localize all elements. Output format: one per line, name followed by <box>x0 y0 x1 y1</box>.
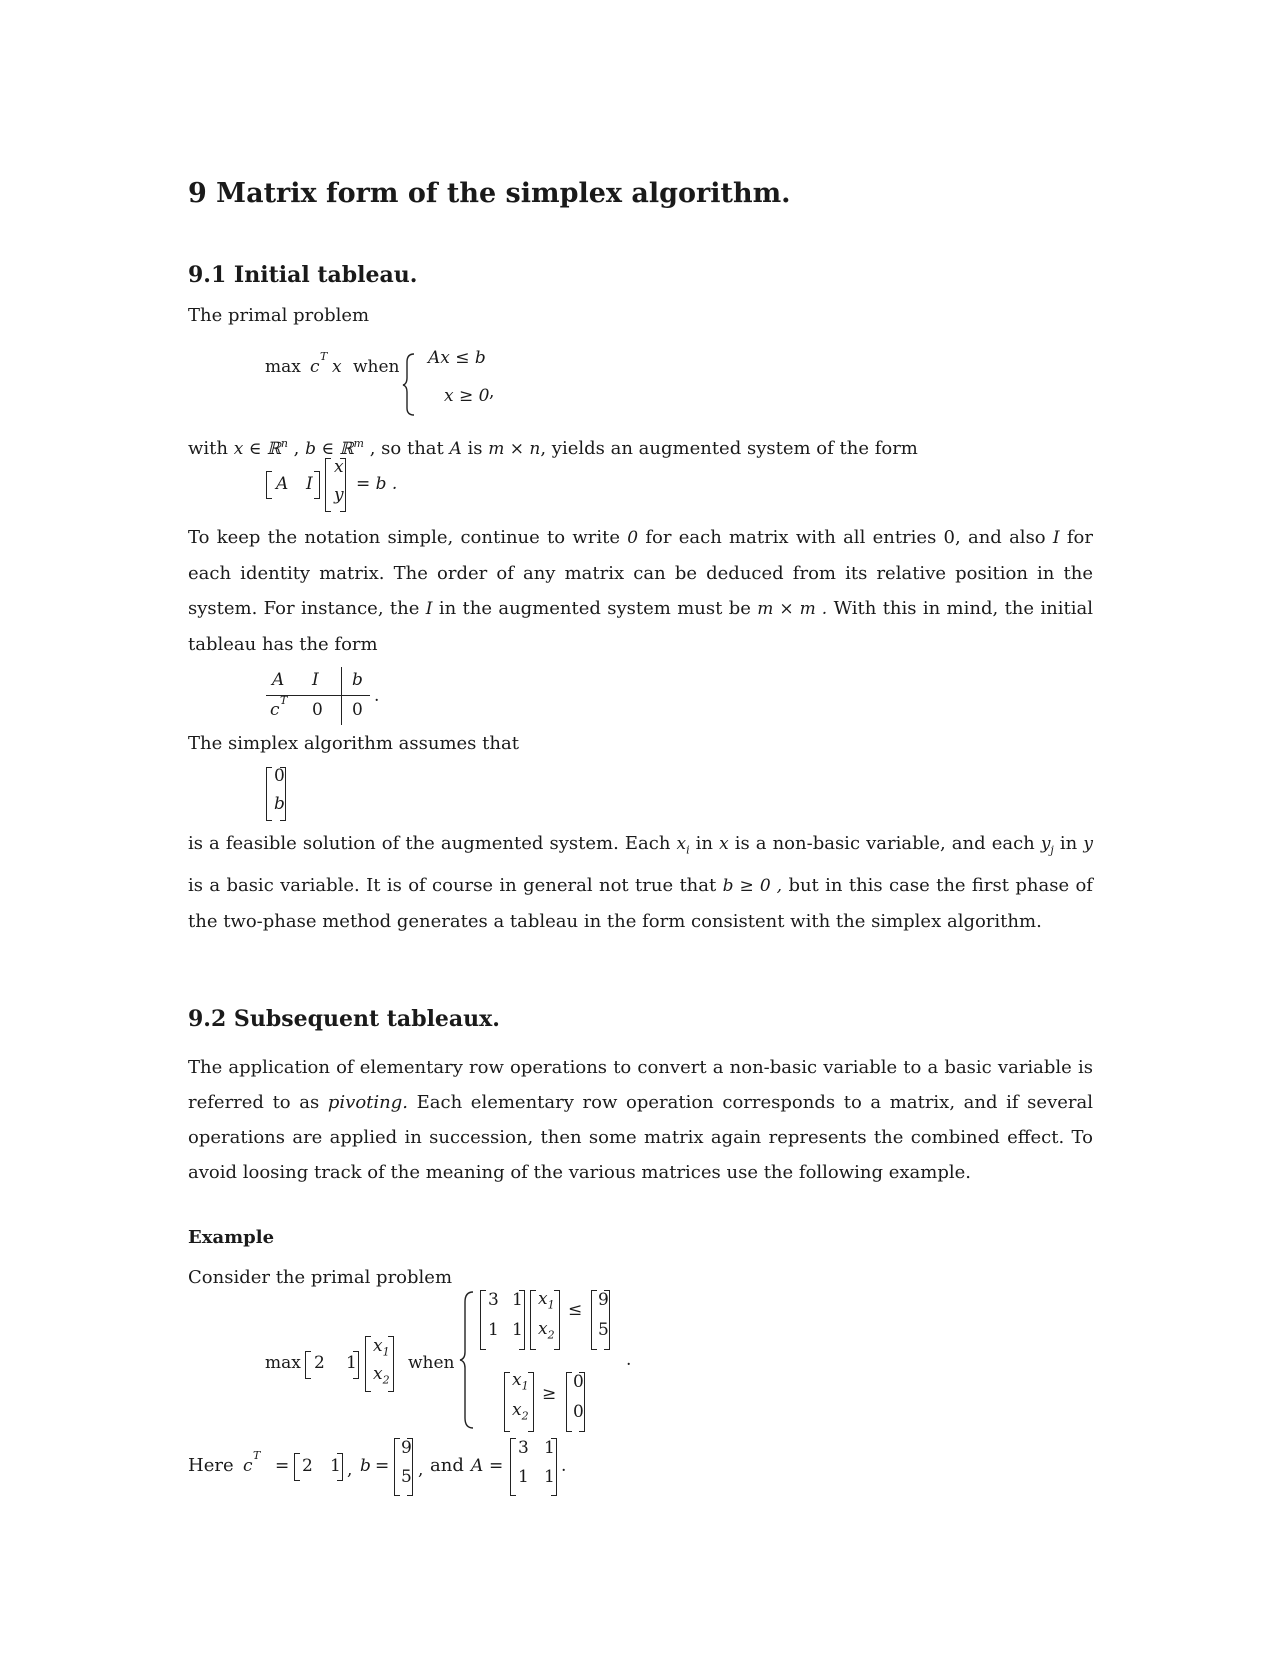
ex-dot: . <box>626 1350 632 1370</box>
example-intro: Consider the primal problem <box>188 1267 453 1288</box>
para2-t3: is a non-basic variable, and each <box>734 833 1035 854</box>
para1-I2: I <box>425 599 433 619</box>
ex-Ax1-sub: 1 <box>547 1298 555 1312</box>
ex-Ax-rbracket <box>554 1290 560 1350</box>
here-A11: 3 <box>518 1438 529 1458</box>
ex-xnn-rbracket <box>528 1372 534 1432</box>
ex-zero1: 0 <box>573 1372 584 1392</box>
ex-le: ≤ <box>568 1300 583 1320</box>
ex-ge: ≥ <box>542 1384 557 1404</box>
with-m3: A <box>449 439 462 459</box>
ex-c-rbracket <box>353 1351 359 1379</box>
with-n: n <box>280 437 288 450</box>
ex-b1: 9 <box>598 1290 609 1310</box>
vec-rbracket <box>280 767 286 821</box>
with-t3: , so that <box>369 438 444 459</box>
ex-Ax2-sub: 2 <box>547 1328 555 1342</box>
here-dot: . <box>561 1456 567 1476</box>
here-A12: 1 <box>544 1438 555 1458</box>
primal-T: T <box>320 350 328 363</box>
tab-zero-1: 0 <box>312 700 323 720</box>
ex-when: when <box>408 1353 455 1373</box>
primal-intro: The primal problem <box>188 305 370 326</box>
para2-i: i <box>686 843 690 857</box>
here-eq2: = <box>375 1456 390 1476</box>
ex-Ax1 <box>538 1289 555 1311</box>
aug-A: A <box>276 474 289 494</box>
ex-x1-sub: 1 <box>382 1345 390 1359</box>
primal-x: x <box>332 357 342 377</box>
subsection-title-initial: 9.1 Initial tableau. <box>188 262 418 288</box>
tab-I: I <box>312 670 319 690</box>
para1-t5: With this in mind, the initial tableau has the form <box>188 598 1093 655</box>
paragraph-pivoting <box>188 1050 1093 1190</box>
ex-Ax2 <box>538 1319 555 1341</box>
here-eq3: = <box>489 1456 504 1476</box>
ex-A12: 1 <box>512 1290 523 1310</box>
para1-t4: in the augmented system must be <box>438 598 751 619</box>
example-title: Example <box>188 1227 275 1248</box>
vec-b: b <box>274 794 285 814</box>
here-A21: 1 <box>518 1467 529 1487</box>
with-t1: with <box>188 438 228 459</box>
tab-b: b <box>352 670 363 690</box>
tab-zero-2: 0 <box>352 700 363 720</box>
aug-lbracket-2 <box>325 458 331 512</box>
ex-c1: 2 <box>314 1353 325 1373</box>
ex-xnn2-sym: x <box>512 1400 522 1420</box>
ex-A22: 1 <box>512 1320 523 1340</box>
assumes-line: The simplex algorithm assumes that <box>188 733 519 754</box>
ex-x-lbracket <box>365 1336 371 1392</box>
with-m2: b ∈ ℝ <box>305 439 354 459</box>
here-b1: 9 <box>401 1438 412 1458</box>
para1-t1: To keep the notation simple, continue to write <box>188 527 621 548</box>
here-T: T <box>253 1449 261 1462</box>
ex-c-lbracket <box>305 1351 311 1379</box>
here-c2: 1 <box>330 1456 341 1476</box>
here-b2: 5 <box>401 1467 412 1487</box>
vec-lbracket <box>266 767 272 821</box>
para2-xi: x <box>676 834 687 854</box>
para1-t2: for each matrix with all entries 0, and also <box>645 527 1046 548</box>
para1-zero: 0 <box>627 528 639 548</box>
ex-xnn-lbracket <box>504 1372 510 1432</box>
constraint-1: Ax ≤ b <box>428 348 486 368</box>
with-m: m <box>353 437 364 450</box>
ex-zero-lbracket <box>566 1372 572 1432</box>
tab-dot: . <box>374 686 380 706</box>
ex-xnn2 <box>512 1400 529 1422</box>
here-eq1: = <box>275 1456 290 1476</box>
with-t2: , <box>293 438 300 459</box>
ex-brace <box>459 1290 475 1430</box>
para1-mm: m × m . <box>757 599 828 619</box>
here-c: c <box>243 1456 253 1476</box>
pivot-em: pivoting. <box>327 1092 408 1113</box>
constraint-2: x ≥ 0 <box>444 386 490 406</box>
ex-x2-sym: x <box>373 1364 383 1384</box>
ex-Ax-lbracket <box>530 1290 536 1350</box>
ex-x1-sym: x <box>373 1336 383 1356</box>
here-c-rbracket <box>337 1453 343 1481</box>
ex-xnn1-sub: 1 <box>521 1379 529 1393</box>
here-A22: 1 <box>544 1467 555 1487</box>
pivot-t2: Each elementary row operation corresponds to a matrix, and if several operations are applied in succession, then some matrix again represents the combined effect. To avoid loosing track of the meaning of the various matrices use the following example. <box>188 1092 1093 1183</box>
with-m1: x ∈ ℝ <box>233 439 281 459</box>
here-A: A <box>471 1456 484 1476</box>
ex-x2-sub: 2 <box>382 1373 390 1387</box>
ex-max: max <box>265 1353 301 1373</box>
aug-I: I <box>306 474 313 494</box>
ex-A-lbracket <box>480 1290 486 1350</box>
max-op: max <box>265 357 301 377</box>
aug-lbracket-1 <box>266 471 272 499</box>
tab-A: A <box>272 670 285 690</box>
para2-j: j <box>1050 843 1054 857</box>
para1-t3: for each identity matrix. The order of any matrix can be deduced from its relative position in the system. For instance, the <box>188 527 1093 619</box>
here-b-lbracket <box>394 1438 400 1496</box>
para2-x: x <box>719 834 729 854</box>
tab-vline <box>341 667 342 725</box>
tab-c: c <box>270 700 280 720</box>
primal-comma: , <box>489 382 495 402</box>
ex-xnn1-sym: x <box>512 1370 522 1390</box>
para1-I: I <box>1052 528 1060 548</box>
primal-when: when <box>353 357 400 377</box>
ex-b-rbracket <box>604 1290 610 1350</box>
subsection-title-subsequent: 9.2 Subsequent tableaux. <box>188 1006 500 1032</box>
here-b: b <box>360 1456 371 1476</box>
ex-A11: 3 <box>488 1290 499 1310</box>
aug-x: x <box>334 457 344 477</box>
aug-eq: = b . <box>356 474 398 494</box>
here-and: and <box>430 1455 464 1476</box>
ex-c2: 1 <box>346 1353 357 1373</box>
para2-y: y <box>1083 834 1093 854</box>
with-t5: , yields an augmented system of the form <box>540 438 918 459</box>
here-comma1: , <box>347 1460 353 1480</box>
here-c-lbracket <box>294 1453 300 1481</box>
here-text: Here <box>188 1455 234 1476</box>
here-A-rbracket <box>551 1438 557 1496</box>
ex-xnn2-sub: 2 <box>521 1409 529 1423</box>
para2-bge: b ≥ 0 , <box>722 875 783 896</box>
ex-x-rbracket <box>388 1336 394 1392</box>
ex-Ax1-sym: x <box>538 1289 548 1309</box>
here-comma2: , <box>418 1460 424 1480</box>
paragraph-notation <box>188 520 1093 662</box>
ex-b-lbracket <box>591 1290 597 1350</box>
section-title: 9 Matrix form of the simplex algorithm. <box>188 178 791 209</box>
ex-zero-rbracket <box>579 1372 585 1432</box>
ex-A21: 1 <box>488 1320 499 1340</box>
para2-t2: in <box>695 833 714 854</box>
aug-rbracket-1 <box>314 471 320 499</box>
primal-brace <box>402 352 416 417</box>
ex-xnn1 <box>512 1370 529 1392</box>
para2-yj: y <box>1040 834 1051 854</box>
pivot-t1: The application of elementary row operations to convert a non-basic variable to a basic variable is referred to as <box>188 1057 1093 1113</box>
ex-A-rbracket <box>519 1290 525 1350</box>
para2-t1: is a feasible solution of the augmented system. Each <box>188 833 671 854</box>
here-b-rbracket <box>407 1438 413 1496</box>
para2-t4: in <box>1059 833 1078 854</box>
aug-y: y <box>334 485 344 505</box>
with-t4: is <box>467 438 483 459</box>
ex-Ax2-sym: x <box>538 1319 548 1339</box>
with-line <box>188 426 918 467</box>
para2-t5: is a basic variable. It is of course in general not true that <box>188 874 717 896</box>
ex-zero2: 0 <box>573 1402 584 1422</box>
para2-t6: but in this case the first phase of the two-phase method generates a tableau in the form consistent with the simplex algorithm. <box>188 874 1093 932</box>
vec-zero: 0 <box>274 766 285 786</box>
aug-rbracket-2 <box>340 458 346 512</box>
paragraph-feasible <box>188 826 1093 939</box>
ex-b2: 5 <box>598 1320 609 1340</box>
primal-c: c <box>310 357 320 377</box>
here-A-lbracket <box>510 1438 516 1496</box>
tab-T: T <box>280 694 288 707</box>
here-c1: 2 <box>302 1456 313 1476</box>
with-m4: m × n <box>488 439 541 459</box>
